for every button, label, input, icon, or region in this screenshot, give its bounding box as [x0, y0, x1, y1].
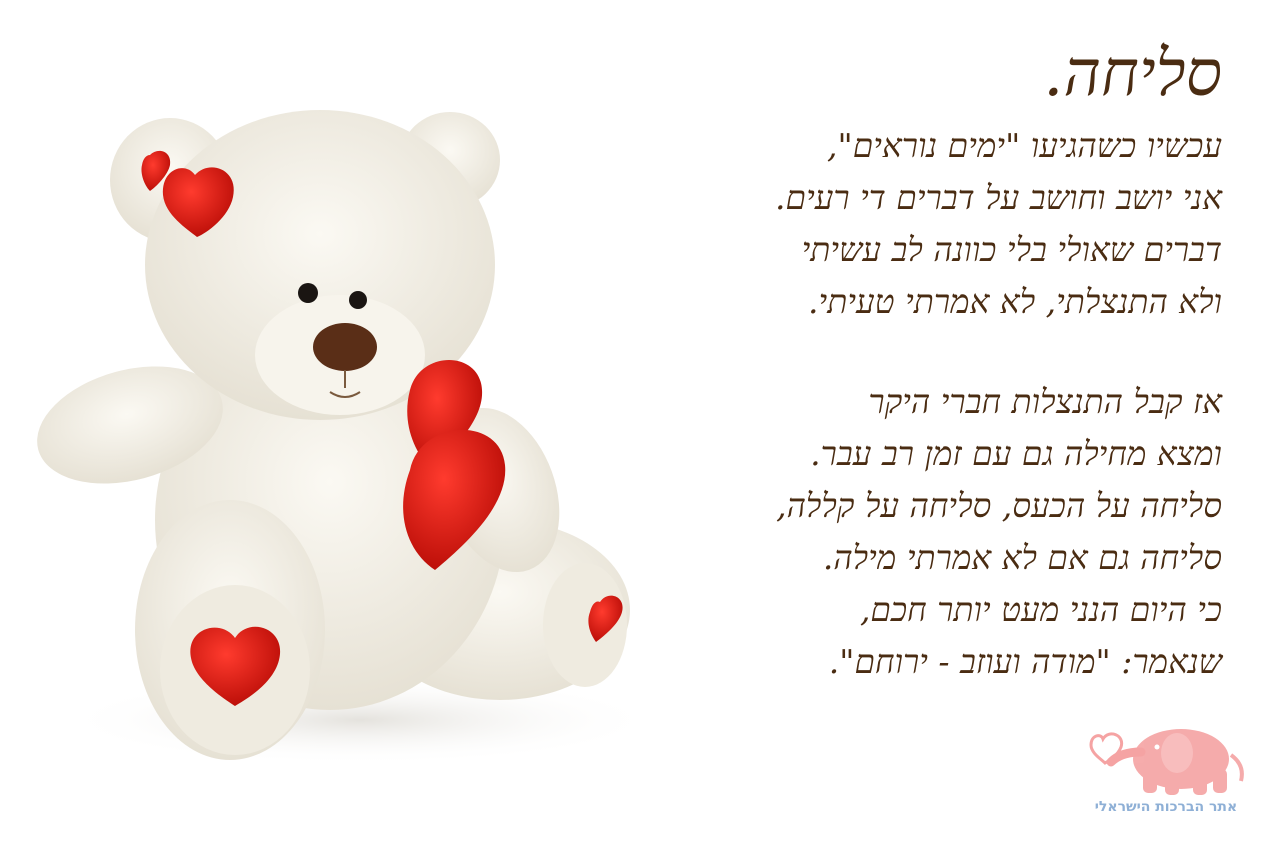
poem-line: ומצא מחילה גם עם זמן רב עבר. — [810, 434, 1222, 473]
poem-line: אז קבל התנצלות חברי היקר — [868, 382, 1222, 421]
elephant-logo-icon — [1081, 717, 1251, 797]
stanza-gap — [502, 328, 1222, 376]
site-logo — [1076, 717, 1256, 827]
poem — [502, 28, 1222, 688]
poem-line: ולא התנצלתי, לא אמרתי טעיתי. — [808, 282, 1222, 321]
poem-line: אני יושב וחושב על דברים די רעים. — [775, 178, 1222, 217]
poem-line: שנאמר: "מודה ועוזב - ירוחם". — [828, 642, 1222, 681]
bear-left-eye — [298, 283, 318, 303]
poem-line: סליחה על הכעס, סליחה על קללה, — [776, 486, 1222, 525]
poem-line: כי היום הנני מעט יותר חכם, — [859, 590, 1222, 629]
poem-line: דברים שאולי בלי כוונה לב עשיתי — [801, 230, 1222, 269]
poem-line: עכשיו כשהגיעו "ימים נוראים", — [827, 126, 1222, 165]
bear-right-eye — [349, 291, 367, 309]
poem-title: סליחה. — [1043, 37, 1222, 111]
poem-line: סליחה גם אם לא אמרתי מילה. — [822, 538, 1222, 577]
logo-text: אתר הברכות הישראלי — [1094, 799, 1238, 815]
bear-nose — [313, 323, 377, 371]
